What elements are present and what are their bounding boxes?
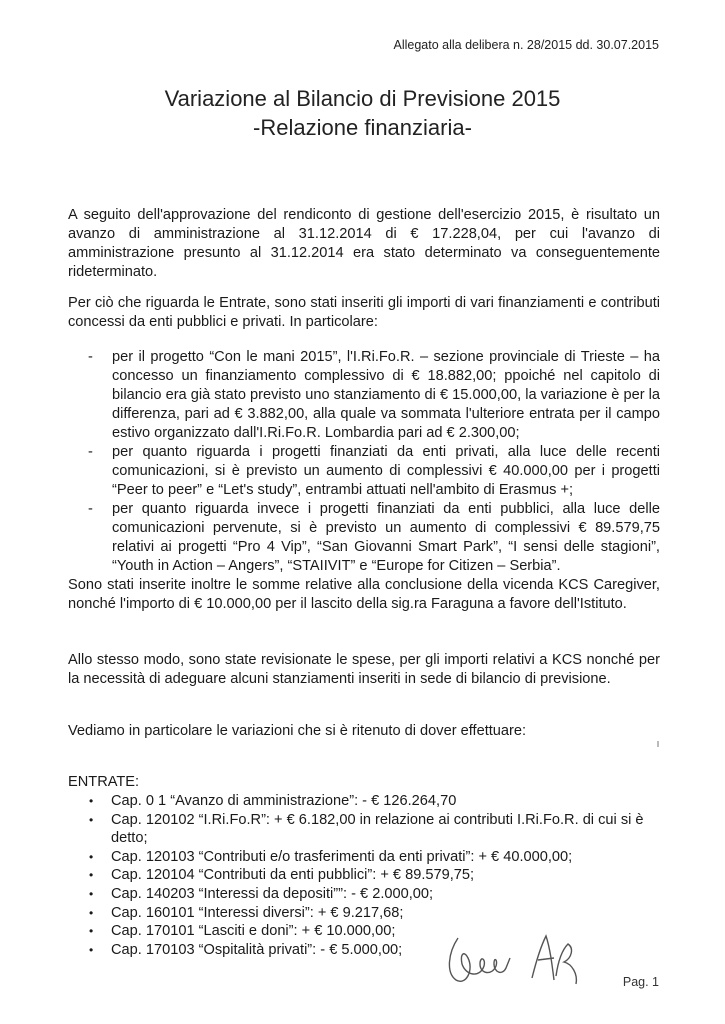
attachment-reference: Allegato alla delibera n. 28/2015 dd. 30.07.2015: [393, 38, 659, 52]
list-marker: -: [88, 501, 93, 517]
bullet-marker: •: [89, 868, 94, 883]
bullet-marker: •: [89, 849, 94, 864]
handwritten-signature: [440, 918, 590, 998]
bullet-marker: •: [89, 905, 94, 920]
list-item: [68, 811, 668, 848]
scan-mark: [657, 741, 659, 747]
list-item-text: per quanto riguarda invece i progetti finanziati da enti pubblici, alla luce delle comunicazioni pervenute, si è previsto un aumento di complessivi € 89.579,75 relativi ai progetti “Pro 4 Vip”, “San Giovanni Smart Park”, “I sensi delle stagioni”, “Youth in Action – Angers”, “STAIIVIT” e “Europe for Citizen – Serbia”.: [112, 501, 660, 574]
list-item-text: Cap. 0 1 “Avanzo di amministrazione”: - € 126.264,70: [111, 793, 457, 809]
list-item-text: Cap. 170103 “Ospitalità privati”: - € 5.000,00;: [111, 941, 403, 958]
bullet-marker: •: [89, 924, 94, 939]
paragraph-variazioni-intro: Vediamo in particolare le variazioni che si è ritenuto di dover effettuare:: [68, 723, 527, 739]
list-item: [68, 848, 668, 867]
title-line-1: Variazione al Bilancio di Previsione 2015: [164, 86, 561, 111]
list-item: [68, 500, 660, 576]
list-item-text: Cap. 120102 “I.Ri.Fo.R”: + € 6.182,00 in relazione ai contributi I.Ri.Fo.R. di cui si è detto;: [111, 811, 644, 847]
funding-bullet-list: [68, 348, 660, 576]
entrate-heading: ENTRATE:: [68, 774, 140, 790]
title-line-2: -Relazione finanziaria-: [253, 115, 472, 140]
list-marker: -: [88, 349, 93, 365]
list-item: [68, 866, 668, 885]
list-item: [68, 885, 668, 904]
list-item: [68, 792, 668, 811]
signature-stroke-2: [532, 936, 576, 984]
list-item-text: Cap. 120103 “Contributi e/o trasferimenti da enti privati”: + € 40.000,00;: [111, 848, 573, 865]
paragraph-entrate-intro: Per ciò che riguarda le Entrate, sono stati inseriti gli importi di vari finanziamenti e contributi concessi da enti pubblici e privati. In particolare:: [68, 295, 660, 330]
bullet-marker: •: [89, 942, 94, 957]
document-title: [0, 84, 725, 142]
list-item-text: Cap. 160101 “Interessi diversi”: + € 9.217,68;: [111, 904, 404, 921]
list-item: [68, 443, 660, 500]
list-marker: -: [88, 444, 93, 460]
signature-stroke-1: [449, 938, 510, 981]
list-item: [68, 348, 660, 443]
list-item-text: per quanto riguarda i progetti finanziati da enti privati, alla luce delle recenti comunicazioni, si è previsto un aumento di complessivi € 40.000,00 per i progetti “Peer to peer” e “Let's study”, entrambi attuati nell'ambito di Erasmus +;: [112, 444, 660, 498]
list-item-text: Cap. 120104 “Contributi da enti pubblici”: + € 89.579,75;: [111, 867, 475, 884]
list-item-text: per il progetto “Con le mani 2015”, l'I.Ri.Fo.R. – sezione provinciale di Trieste – ha concesso un finanziamento complessivo di € 18.882,00; ppoiché nel capitolo di bilancio era già stato previsto uno stanziamento di € 15.000,00, la variazione è per la differenza, pari ad € 3.882,00, alla quale va sommata l'ulteriore entrata per il campo estivo organizzato dall'I.Ri.Fo.R. Lombardia pari ad € 2.300,00;: [112, 349, 660, 441]
bullet-marker: •: [89, 812, 94, 827]
bullet-marker: •: [89, 794, 94, 808]
list-item-text: Cap. 140203 “Interessi da depositi””: - € 2.000,00;: [111, 885, 434, 902]
paragraph-avanzo: A seguito dell'approvazione del rendiconto di gestione dell'esercizio 2015, è risultato un avanzo di amministrazione al 31.12.2014 di € 17.228,04, per cui l'avanzo di amministrazione presunto al 31.12.2014 era stato determinato va conseguentemente rideterminato.: [68, 207, 660, 280]
page-number: Pag. 1: [622, 975, 659, 989]
list-item-text: Cap. 170101 “Lasciti e doni”: + € 10.000,00;: [111, 923, 396, 940]
bullet-marker: •: [89, 886, 94, 901]
paragraph-kcs-caregiver: Sono stati inserite inoltre le somme relative alla conclusione della vicenda KCS Caregiver, nonché l'importo di € 10.000,00 per il lascito della sig.ra Faraguna a favore dell'Istituto.: [68, 577, 660, 612]
paragraph-spese: Allo stesso modo, sono state revisionate le spese, per gli importi relativi a KCS nonché per la necessità di adeguare alcuni stanziamenti inseriti in sede di bilancio di previsione.: [68, 652, 660, 687]
